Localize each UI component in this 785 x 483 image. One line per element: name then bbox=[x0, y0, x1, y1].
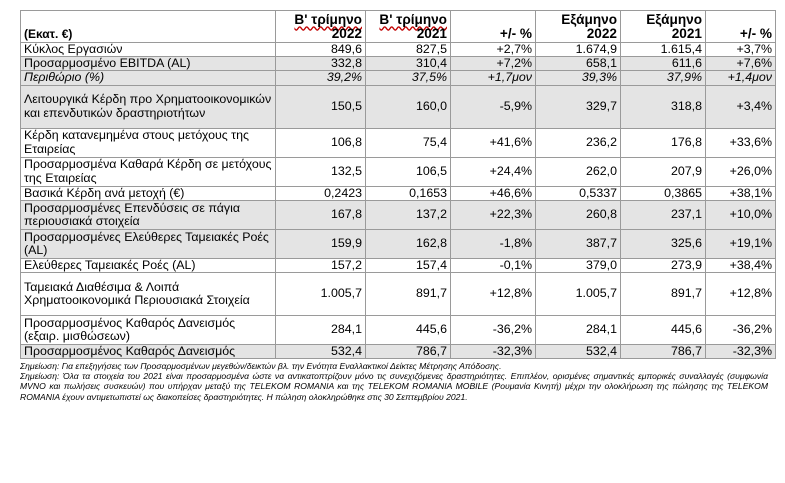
row-value: +7,2% bbox=[451, 57, 536, 71]
financial-table bbox=[20, 10, 776, 359]
row-value: -1,8% bbox=[451, 229, 536, 258]
row-value: 1.674,9 bbox=[536, 43, 621, 57]
footnote: Σημείωση: Όλα τα στοιχεία του 2021 είναι προσαρμοσμένα ώστε να αντικατοπτρίζουν μόνο τις συνεχιζόμενες δραστηριότητες. Επιπλέον, ορισμένες σημαντικές εμπορικές συναλλαγές (συμφωνία MVNO και πωλήσεις συσκευών) που υπήρχαν μεταξύ της TELEKOM ROMANIA και της TELEKOM ROMANIA MOBILE (Ρουμανία Κινητή) μέχρι την ολοκλήρωση της πώλησης της TELEKOM ROMANIA έχουν αντιμετωπιστεί ως διακοπείσες δραστηριότητες. Η πώληση ολοκληρώθηκε στις 30 Σεπτεμβρίου 2021. bbox=[20, 371, 768, 402]
table-row bbox=[21, 71, 776, 85]
row-value: 0,3865 bbox=[621, 186, 706, 200]
header-row bbox=[21, 11, 776, 43]
row-value: +1,4μον bbox=[706, 71, 776, 85]
row-value: 167,8 bbox=[276, 200, 366, 229]
footnotes bbox=[20, 361, 768, 401]
col-header-change-h: +/- % bbox=[706, 11, 776, 43]
row-value: 332,8 bbox=[276, 57, 366, 71]
row-value: 157,4 bbox=[366, 258, 451, 272]
row-value: 445,6 bbox=[366, 316, 451, 345]
row-value: 150,5 bbox=[276, 85, 366, 128]
row-label: Προσαρμοσμένες Ελεύθερες Ταμειακές Ροές (AL) bbox=[21, 229, 276, 258]
row-value: 658,1 bbox=[536, 57, 621, 71]
row-label: Προσαρμοσμένες Επενδύσεις σε πάγια περιουσιακά στοιχεία bbox=[21, 200, 276, 229]
table-row bbox=[21, 200, 776, 229]
row-value: 0,2423 bbox=[276, 186, 366, 200]
table-row bbox=[21, 57, 776, 71]
table-row bbox=[21, 157, 776, 186]
row-value: -32,3% bbox=[706, 345, 776, 359]
col-header-change-q: +/- % bbox=[451, 11, 536, 43]
row-label: Προσαρμοσμένα Καθαρά Κέρδη σε μετόχους της Εταιρείας bbox=[21, 157, 276, 186]
financial-summary bbox=[20, 10, 780, 402]
row-value: 379,0 bbox=[536, 258, 621, 272]
row-value: 849,6 bbox=[276, 43, 366, 57]
row-label: Ελεύθερες Ταμειακές Ροές (AL) bbox=[21, 258, 276, 272]
row-value: 0,1653 bbox=[366, 186, 451, 200]
row-value: 318,8 bbox=[621, 85, 706, 128]
row-value: 1.005,7 bbox=[536, 273, 621, 316]
row-value: 0,5337 bbox=[536, 186, 621, 200]
row-value: +33,6% bbox=[706, 128, 776, 157]
row-value: 532,4 bbox=[536, 345, 621, 359]
row-value: -32,3% bbox=[451, 345, 536, 359]
row-label: Κέρδη κατανεμημένα στους μετόχους της Εταιρείας bbox=[21, 128, 276, 157]
row-value: 891,7 bbox=[621, 273, 706, 316]
row-value: +7,6% bbox=[706, 57, 776, 71]
row-value: 262,0 bbox=[536, 157, 621, 186]
row-value: +10,0% bbox=[706, 200, 776, 229]
row-value: 160,0 bbox=[366, 85, 451, 128]
table-row bbox=[21, 85, 776, 128]
row-value: 157,2 bbox=[276, 258, 366, 272]
row-value: 237,1 bbox=[621, 200, 706, 229]
row-value: 106,5 bbox=[366, 157, 451, 186]
row-value: 75,4 bbox=[366, 128, 451, 157]
row-value: +19,1% bbox=[706, 229, 776, 258]
row-label: Περιθώριο (%) bbox=[21, 71, 276, 85]
row-value: 786,7 bbox=[366, 345, 451, 359]
row-value: 137,2 bbox=[366, 200, 451, 229]
row-label: Κύκλος Εργασιών bbox=[21, 43, 276, 57]
row-value: -0,1% bbox=[451, 258, 536, 272]
row-value: 39,3% bbox=[536, 71, 621, 85]
row-value: +41,6% bbox=[451, 128, 536, 157]
row-value: +46,6% bbox=[451, 186, 536, 200]
row-value: +2,7% bbox=[451, 43, 536, 57]
table-row bbox=[21, 229, 776, 258]
row-value: 827,5 bbox=[366, 43, 451, 57]
row-value: +26,0% bbox=[706, 157, 776, 186]
row-value: 37,9% bbox=[621, 71, 706, 85]
row-label: Βασικά Κέρδη ανά μετοχή (€) bbox=[21, 186, 276, 200]
row-value: +1,7μον bbox=[451, 71, 536, 85]
row-label: Προσαρμοσμένος Καθαρός Δανεισμός bbox=[21, 345, 276, 359]
table-row bbox=[21, 258, 776, 272]
row-value: 532,4 bbox=[276, 345, 366, 359]
table-row bbox=[21, 43, 776, 57]
row-value: 1.005,7 bbox=[276, 273, 366, 316]
row-value: 176,8 bbox=[621, 128, 706, 157]
row-value: 891,7 bbox=[366, 273, 451, 316]
row-value: 284,1 bbox=[276, 316, 366, 345]
row-label: Προσαρμοσμένο EBITDA (AL) bbox=[21, 57, 276, 71]
row-value: 387,7 bbox=[536, 229, 621, 258]
row-value: 310,4 bbox=[366, 57, 451, 71]
row-value: -36,2% bbox=[706, 316, 776, 345]
row-value: -5,9% bbox=[451, 85, 536, 128]
row-label: Ταμειακά Διαθέσιμα & Λοιπά Χρηματοοικονομικά Περιουσιακά Στοιχεία bbox=[21, 273, 276, 316]
row-value: 260,8 bbox=[536, 200, 621, 229]
row-value: +24,4% bbox=[451, 157, 536, 186]
row-value: 786,7 bbox=[621, 345, 706, 359]
row-value: 273,9 bbox=[621, 258, 706, 272]
row-value: 207,9 bbox=[621, 157, 706, 186]
row-value: +38,4% bbox=[706, 258, 776, 272]
col-header-q2-2021: Β' τρίμηνο 2021 bbox=[366, 11, 451, 43]
col-header-h1-2021: Εξάμηνο 2021 bbox=[621, 11, 706, 43]
row-value: 39,2% bbox=[276, 71, 366, 85]
row-value: +12,8% bbox=[706, 273, 776, 316]
row-value: 284,1 bbox=[536, 316, 621, 345]
row-value: 106,8 bbox=[276, 128, 366, 157]
row-value: +12,8% bbox=[451, 273, 536, 316]
row-value: 132,5 bbox=[276, 157, 366, 186]
table-row bbox=[21, 345, 776, 359]
unit-label: (Εκατ. €) bbox=[21, 11, 276, 43]
row-label: Προσαρμοσμένος Καθαρός Δανεισμός (εξαιρ. μισθώσεων) bbox=[21, 316, 276, 345]
footnote: Σημείωση: Για επεξηγήσεις των Προσαρμοσμένων μεγεθών/δεικτών βλ. την Ενότητα Εναλλακτικοί Δείκτες Μέτρησης Απόδοσης. bbox=[20, 361, 502, 372]
row-value: +22,3% bbox=[451, 200, 536, 229]
row-value: -36,2% bbox=[451, 316, 536, 345]
row-value: 1.615,4 bbox=[621, 43, 706, 57]
col-header-q2-2022: Β' τρίμηνο 2022 bbox=[276, 11, 366, 43]
row-value: 236,2 bbox=[536, 128, 621, 157]
table-row bbox=[21, 316, 776, 345]
row-label: Λειτουργικά Κέρδη προ Χρηματοοικονομικών και επενδυτικών δραστηριοτήτων bbox=[21, 85, 276, 128]
table-row bbox=[21, 273, 776, 316]
row-value: 159,9 bbox=[276, 229, 366, 258]
row-value: +3,4% bbox=[706, 85, 776, 128]
table-row bbox=[21, 186, 776, 200]
table-row bbox=[21, 128, 776, 157]
col-header-h1-2022: Εξάμηνο 2022 bbox=[536, 11, 621, 43]
row-value: +38,1% bbox=[706, 186, 776, 200]
row-value: 325,6 bbox=[621, 229, 706, 258]
row-value: 329,7 bbox=[536, 85, 621, 128]
row-value: 162,8 bbox=[366, 229, 451, 258]
row-value: 611,6 bbox=[621, 57, 706, 71]
row-value: 445,6 bbox=[621, 316, 706, 345]
row-value: 37,5% bbox=[366, 71, 451, 85]
row-value: +3,7% bbox=[706, 43, 776, 57]
